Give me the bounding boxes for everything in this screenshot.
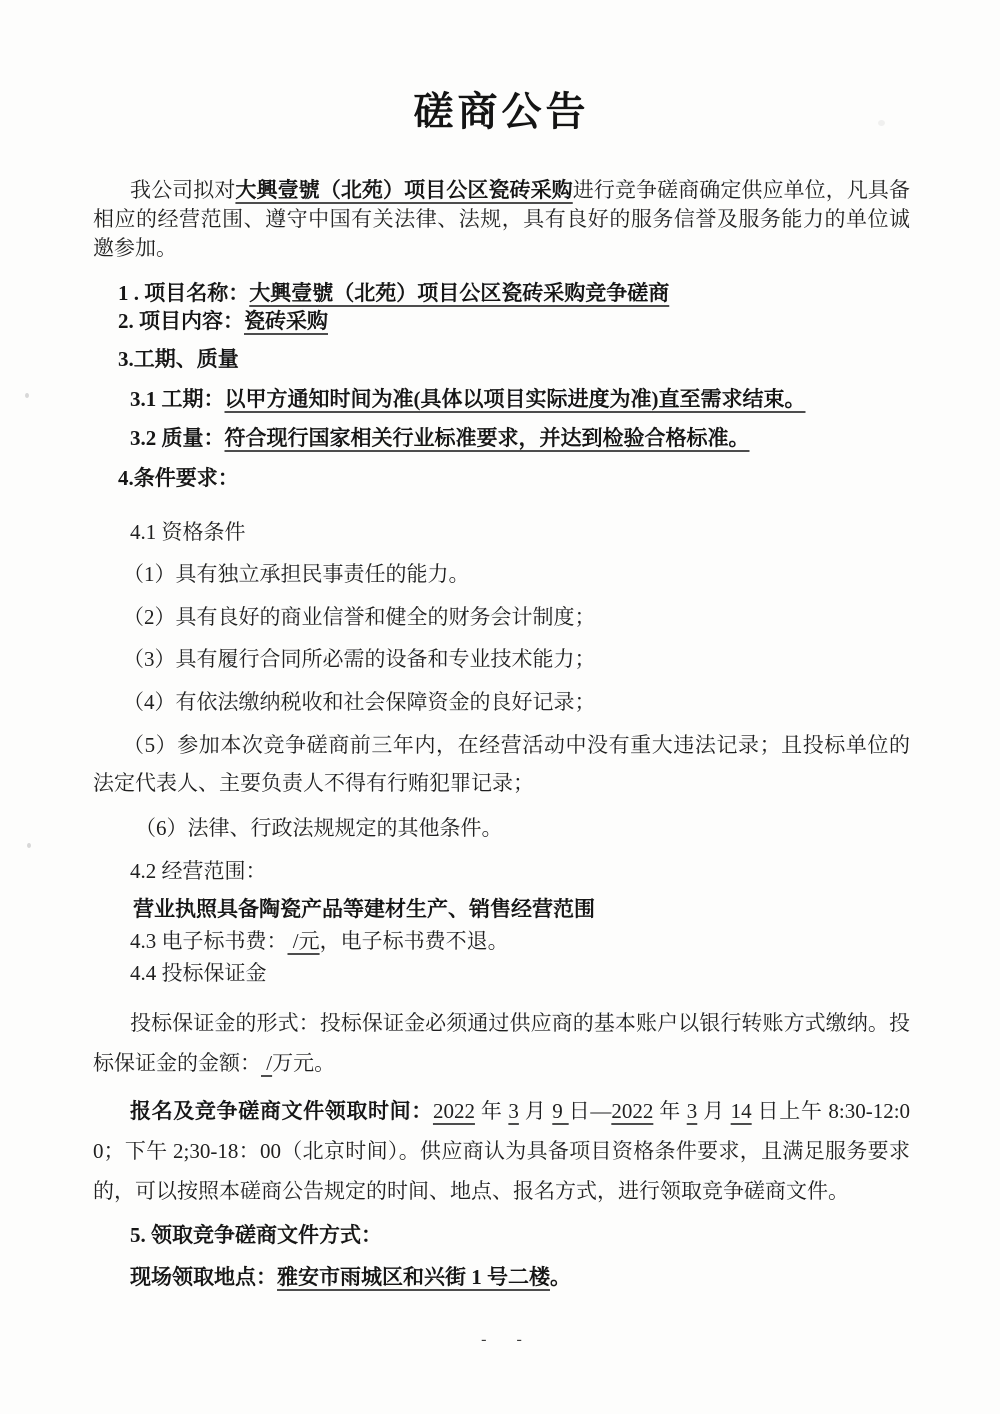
underlined-text: 2022 — [432, 1099, 475, 1123]
item-1-project-name — [93, 279, 910, 307]
qualification-6 — [93, 814, 910, 842]
text-segment: （1）具有独立承担民事责任的能力。 — [123, 562, 470, 586]
text-segment: 投标保证金的形式：投标保证金必须通过供应商的基本账户以银行转账方式缴纳。投标保证金的金额： — [93, 1011, 910, 1075]
underlined-text: / — [261, 1051, 273, 1075]
qualification-4 — [93, 688, 910, 716]
text-segment: （6）法律、行政法规规定的其他条件。 — [135, 816, 503, 840]
text-segment: 营业执照具备陶瓷产品等建材生产、销售经营范围 — [133, 897, 595, 921]
item-4-4-deposit — [93, 959, 910, 987]
text-segment: （3）具有履行合同所必需的设备和专业技术能力； — [123, 647, 596, 671]
time-paragraph — [93, 1091, 910, 1211]
text-segment: （4）有依法缴纳税收和社会保障资金的良好记录； — [123, 690, 596, 714]
underlined-text: 大興壹號（北苑）项目公区瓷砖采购 — [235, 178, 573, 202]
text-segment: 日— — [568, 1099, 612, 1123]
underlined-text: 符合现行国家相关行业标准要求，并达到检验合格标准。 — [224, 426, 750, 450]
text-segment: 年 — [474, 1099, 509, 1123]
underlined-text: 瓷砖采购 — [244, 309, 328, 333]
underlined-text: 9 — [552, 1099, 569, 1123]
document-title: 磋商公告 — [413, 89, 590, 134]
underlined-text: 3 — [686, 1099, 698, 1123]
text-segment: （2）具有良好的商业信誉和健全的财务会计制度； — [123, 605, 596, 629]
footer-dash-right: - — [516, 1331, 522, 1348]
item-4-1-heading — [93, 518, 910, 546]
text-segment: 月 — [697, 1099, 731, 1123]
scan-artifact — [25, 393, 29, 398]
text-segment: 1 . 项目名称： — [118, 281, 250, 305]
text-segment: 我公司拟对 — [130, 178, 236, 202]
text-segment: 4.2 经营范围： — [130, 859, 267, 883]
text-segment: 4.3 电子标书费： — [130, 929, 288, 953]
scan-artifact — [878, 120, 885, 126]
qualification-5 — [93, 726, 910, 802]
scan-artifact — [27, 843, 31, 848]
text-segment: 现场领取地点： — [130, 1265, 277, 1289]
page-number-footer — [93, 1331, 910, 1349]
underlined-text: 14 — [730, 1099, 752, 1123]
text-segment: 3.工期、质量 — [118, 347, 239, 371]
text-segment: 月 — [518, 1099, 553, 1123]
business-scope-line — [93, 895, 910, 923]
deposit-paragraph — [93, 1003, 910, 1083]
text-segment: 2. 项目内容： — [118, 309, 244, 333]
text-segment: 4.1 资格条件 — [130, 520, 246, 544]
qualification-2 — [93, 603, 910, 631]
item-5-heading — [93, 1221, 910, 1249]
text-segment: 5. 领取竞争磋商文件方式： — [130, 1223, 382, 1247]
item-3-2-quality — [93, 424, 910, 452]
text-segment: 年 — [653, 1099, 687, 1123]
item-4-2-heading — [93, 857, 910, 885]
underlined-text: 雅安市雨城区和兴街 1 号二楼 — [277, 1265, 550, 1289]
qualification-1 — [93, 560, 910, 588]
item-2-project-content — [93, 307, 910, 335]
qualification-3 — [93, 645, 910, 673]
underlined-text: 大興壹號（北苑）项目公区瓷砖采购竞争磋商 — [249, 281, 670, 305]
pickup-location — [93, 1263, 910, 1291]
underlined-text: /元 — [287, 929, 320, 953]
item-3-heading — [93, 345, 910, 373]
underlined-text: 3 — [508, 1099, 519, 1123]
text-segment: ，电子标书费不退。 — [319, 929, 509, 953]
item-4-3-fee — [93, 927, 910, 955]
text-segment: （5）参加本次竞争磋商前三年内，在经营活动中没有重大违法记录；且投标单位的法定代表人、主要负责人不得有行贿犯罪记录； — [93, 733, 910, 795]
text-segment: 日上午 8:30-12:00；下午 2;30-18：00（北京时间）。供应商认为具备项目资格条件要求，且满足服务要求的，可以按照本磋商公告规定的时间、地点、报名方式，进行领取竞争磋商文件。 — [93, 1099, 911, 1203]
item-3-1-duration — [93, 385, 910, 413]
underlined-text: 以甲方通知时间为准(具体以项目实际进度为准)直至需求结束。 — [224, 387, 806, 411]
text-segment: 。 — [550, 1265, 571, 1289]
text-segment: 进行竞争磋商确定供应单位，凡具备相应的经营范围、遵守中国有关法律、法规，具有良好的服务信誉及服务能力的单位诚邀参加。 — [93, 178, 911, 260]
text-segment: 4.4 投标保证金 — [130, 961, 267, 985]
item-4-heading — [93, 464, 910, 492]
opening-paragraph — [93, 176, 910, 263]
footer-dash-left: - — [481, 1331, 487, 1348]
text-segment: 4.条件要求： — [118, 466, 239, 490]
text-segment: 万元。 — [272, 1051, 336, 1075]
text-segment: 报名及竞争磋商文件领取时间： — [130, 1099, 433, 1123]
document-body — [93, 176, 910, 1291]
text-segment: 3.1 工期： — [130, 387, 225, 411]
text-segment: 3.2 质量： — [130, 426, 225, 450]
underlined-text: 2022 — [611, 1099, 654, 1123]
